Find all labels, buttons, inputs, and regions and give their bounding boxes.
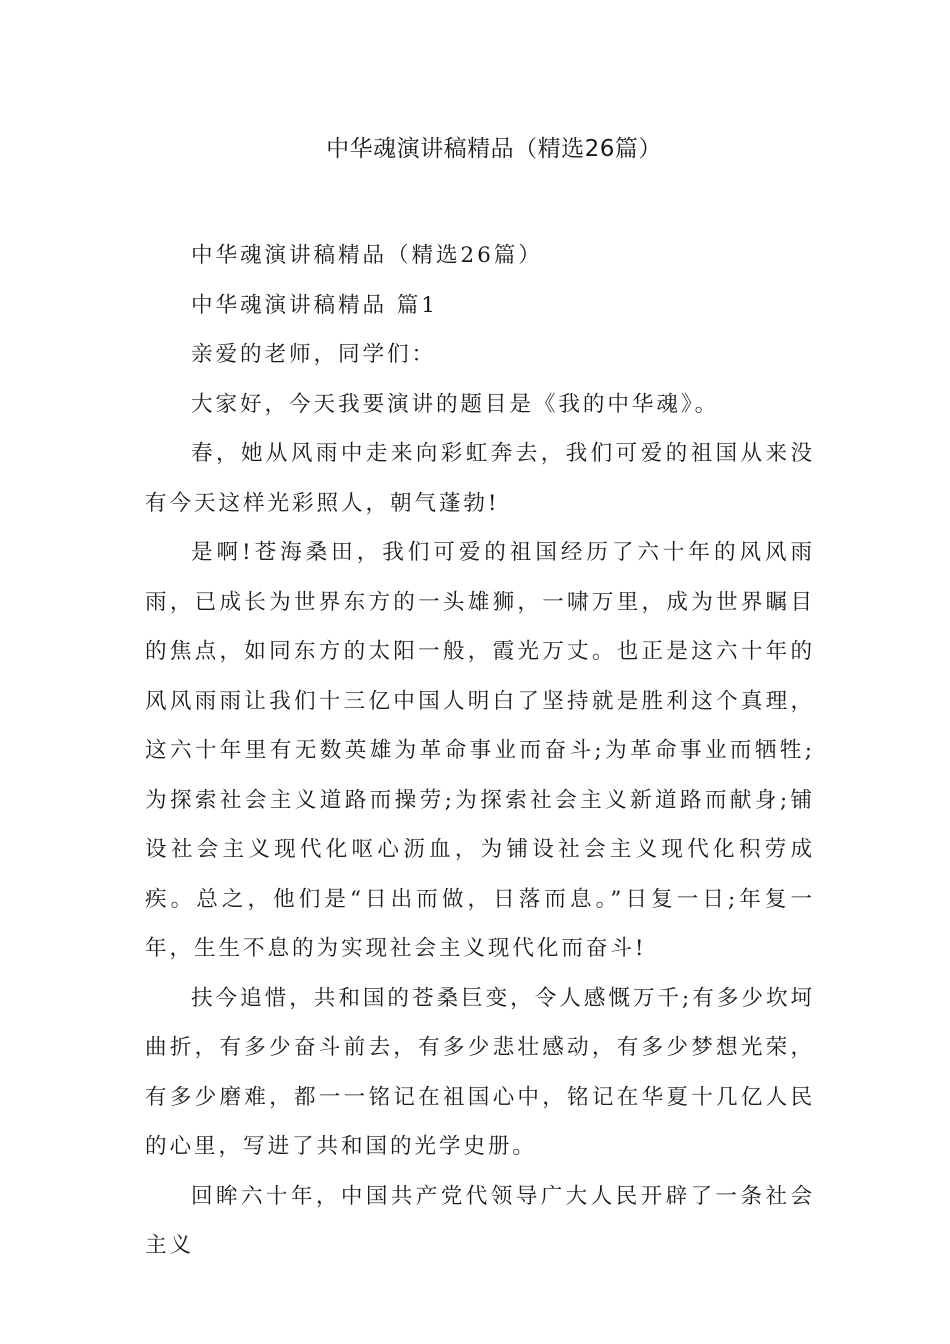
paragraph-greeting: 大家好，今天我要演讲的题目是《我的中华魂》。	[191, 391, 720, 417]
paragraph-body: 扶今追惜，共和国的苍桑巨变，令人感慨万千;有多少坎坷曲折，有多少奋斗前去，有多少悲壮感动，有多少梦想光荣，有多少磨难，都一一铭记在祖国心中，铭记在华夏十几亿人民的心里，写进了共和国的光学史册。	[145, 985, 815, 1159]
document-body	[145, 231, 815, 1271]
document-title: 中华魂演讲稿精品（精选26篇）	[326, 136, 662, 162]
paragraph-salutation: 亲爱的老师，同学们：	[191, 342, 436, 367]
paragraph-body: 回眸六十年，中国共产党代领导广大人民开辟了一条社会主义	[145, 1183, 815, 1258]
paragraph-body: 是啊!苍海桑田，我们可爱的祖国经历了六十年的风风雨雨，已成长为世界东方的一头雄狮，一啸万里，成为世界瞩目的焦点，如同东方的太阳一般，霞光万丈。也正是这六十年的风风雨雨让我们十三亿中国人明白了坚持就是胜利这个真理，这六十年里有无数英雄为革命事业而奋斗;为革命事业而牺牲;为探索社会主义道路而操劳;为探索社会主义新道路而献身;铺设社会主义现代化呕心沥血，为铺设社会主义现代化积劳成疾。总之，他们是“日出而做，日落而息。”日复一日;年复一年，生生不息的为实现社会主义现代化而奋斗!	[145, 540, 815, 961]
paragraph-body: 春，她从风雨中走来向彩虹奔去，我们可爱的祖国从来没有今天这样光彩照人，朝气蓬勃!	[145, 441, 815, 516]
paragraph-section-heading: 中华魂演讲稿精品 篇1	[191, 292, 438, 318]
paragraph-subtitle: 中华魂演讲稿精品（精选26篇）	[191, 243, 543, 268]
